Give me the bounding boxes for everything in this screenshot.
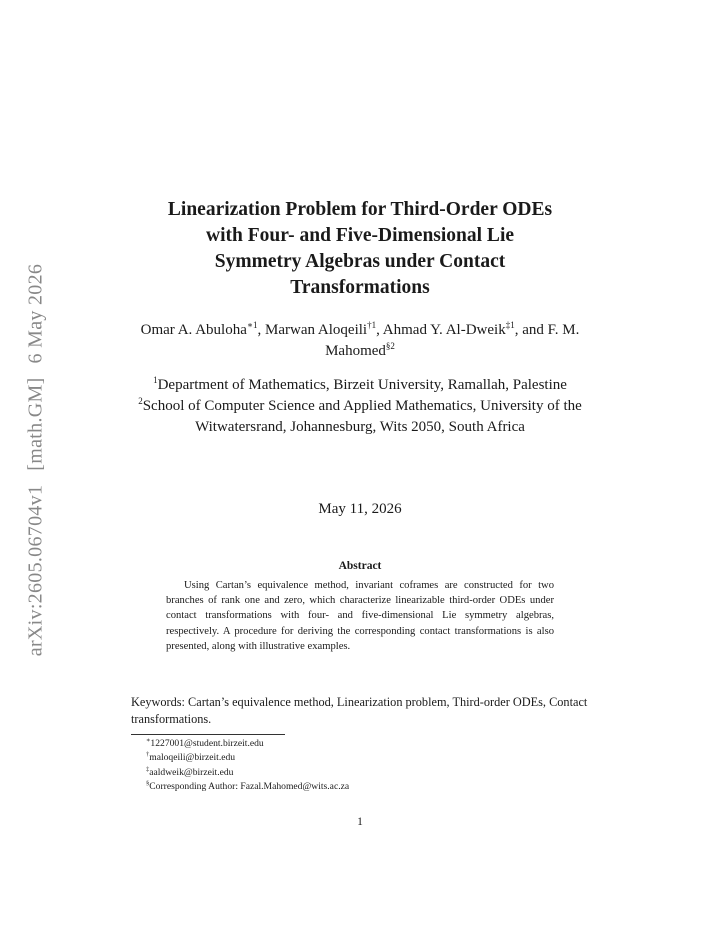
author-name: F. M. Mahomed: [325, 322, 580, 359]
author-mark: †1: [367, 320, 377, 330]
footnote: [146, 751, 349, 765]
author-list: [130, 320, 590, 362]
affiliation-mark: 1: [153, 375, 158, 385]
title-line: Symmetry Algebras under Contact: [214, 251, 506, 272]
footnotes: [146, 737, 349, 794]
footnote-text: maloqeili@birzeit.edu: [149, 752, 236, 764]
footnote-mark: †: [146, 751, 150, 759]
affiliation-1: [130, 375, 590, 396]
keywords: Keywords: Cartan’s equivalence method, Linearization problem, Third-order ODEs, Contact transformations.: [131, 695, 588, 726]
arxiv-sidebar-stamp: [25, 264, 48, 656]
arxiv-date: 6 May 2026: [24, 263, 47, 364]
footnote-text: Corresponding Author: Fazal.Mahomed@wits.ac.za: [149, 780, 350, 792]
footnote-text: aaldweik@birzeit.edu: [149, 766, 234, 778]
affiliation-text: Department of Mathematics, Birzeit University, Ramallah, Palestine: [157, 377, 567, 393]
footnote: [146, 737, 349, 751]
footnote-rule: [131, 734, 285, 735]
footnote-mark: ∗: [146, 736, 151, 744]
footnote: [146, 766, 349, 780]
arxiv-category: [math.GM]: [24, 377, 47, 471]
paper-date: May 11, 2026: [318, 501, 402, 517]
author-mark: ∗1: [246, 320, 258, 330]
affiliations: [130, 375, 590, 438]
footnote-mark: §: [146, 779, 150, 787]
affiliation-text: School of Computer Science and Applied Mathematics, University of the Witwatersrand, Johannesburg, Wits 2050, South Africa: [142, 398, 582, 435]
affiliation-mark: 2: [138, 396, 143, 406]
title-line: Linearization Problem for Third-Order ODEs: [167, 199, 553, 220]
arxiv-id: arXiv:2605.06704v1: [24, 484, 47, 657]
author-separator: ,: [257, 322, 266, 338]
abstract-text: Using Cartan’s equivalence method, invariant coframes are constructed for two branches of rank one and zero, which characterize linearizable third-order ODEs under contact transformations with four- and five-dimensional Lie symmetry algebras, respectively. A procedure for deriving the corresponding contact transformations is also presented, along with illustrative examples.: [166, 580, 554, 652]
paper-title: [130, 197, 590, 301]
title-line: with Four- and Five-Dimensional Lie: [205, 225, 515, 246]
author-separator: , and: [514, 322, 548, 338]
page-number: 1: [357, 816, 363, 828]
footnote-mark: ‡: [146, 765, 150, 773]
author-mark: §2: [385, 341, 395, 351]
footnote: [146, 780, 349, 794]
abstract-heading: Abstract: [338, 560, 382, 572]
author-name: Marwan Aloqeili: [265, 322, 368, 338]
footnote-text: 1227001@student.birzeit.edu: [150, 738, 264, 749]
author-name: Ahmad Y. Al-Dweik: [382, 322, 506, 338]
author-separator: ,: [376, 322, 383, 338]
author-mark: ‡1: [505, 320, 515, 330]
author-name: Omar A. Abuloha: [140, 322, 247, 338]
affiliation-2: [130, 396, 590, 438]
title-line: Transformations: [290, 277, 430, 298]
